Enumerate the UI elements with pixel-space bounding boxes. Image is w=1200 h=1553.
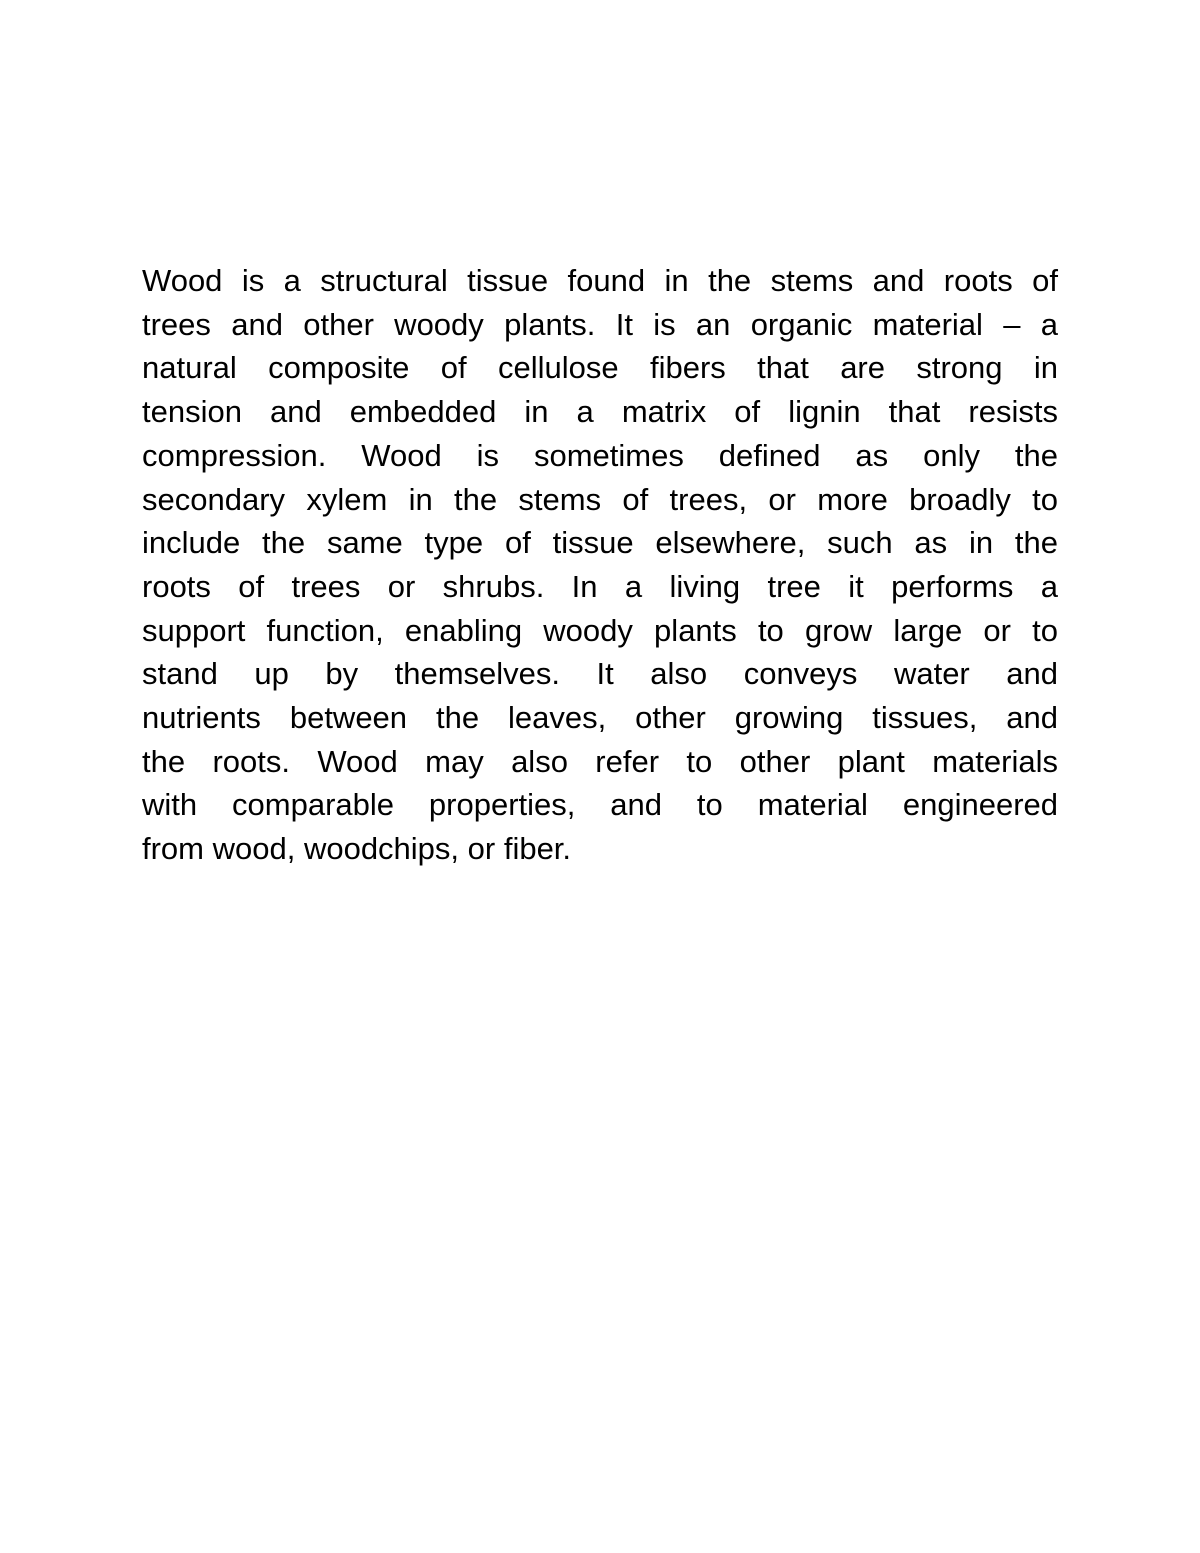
paragraph-line: the roots. Wood may also refer to other plant materials <box>142 743 1058 779</box>
paragraph-line: tension and embedded in a matrix of lignin that resists <box>142 394 1058 430</box>
paragraph-line: compression. Wood is sometimes defined as only the <box>142 437 1058 473</box>
paragraph-line: nutrients between the leaves, other growing tissues, and <box>142 700 1058 736</box>
body-paragraph <box>142 259 1058 871</box>
paragraph-line: roots of trees or shrubs. In a living tree it performs a <box>142 568 1058 604</box>
paragraph-line: with comparable properties, and to material engineered <box>142 787 1058 823</box>
paragraph-line: support function, enabling woody plants to grow large or to <box>142 612 1058 648</box>
paragraph-line: secondary xylem in the stems of trees, or more broadly to <box>142 481 1058 517</box>
paragraph-line: from wood, woodchips, or fiber. <box>142 831 572 867</box>
paragraph-line: Wood is a structural tissue found in the stems and roots of <box>142 263 1058 298</box>
paragraph-line: trees and other woody plants. It is an organic material – a <box>142 306 1058 342</box>
paragraph-line: stand up by themselves. It also conveys water and <box>142 656 1058 692</box>
paragraph-line: include the same type of tissue elsewhere, such as in the <box>142 525 1058 561</box>
paragraph-line: natural composite of cellulose fibers that are strong in <box>142 350 1058 386</box>
